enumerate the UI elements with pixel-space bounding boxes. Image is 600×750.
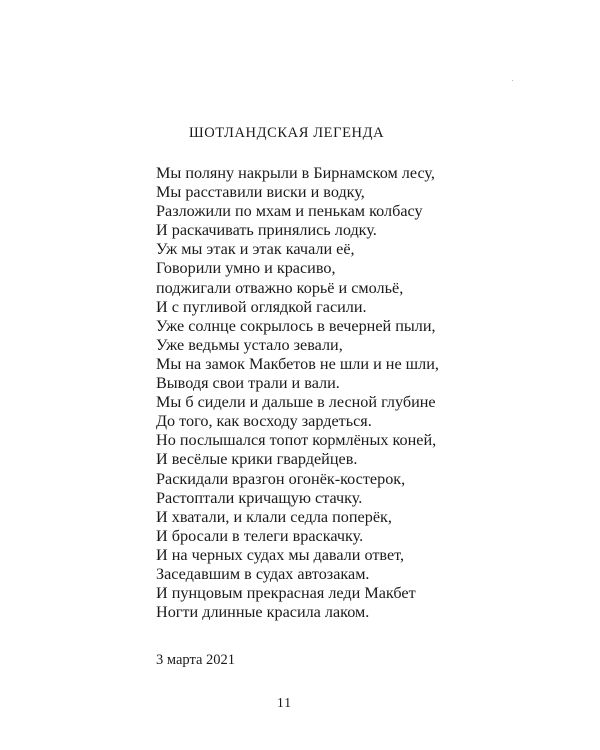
poem-line: Уж мы этак и этак качали её, [156,240,355,259]
page-number: 11 [277,695,292,710]
poem-body [156,164,439,622]
poem-title: ШОТЛАНДСКАЯ ЛЕГЕНДА [189,125,385,141]
poem-line: Мы на замок Макбетов не шли и не шли, [156,354,439,373]
poem-line: Но послышался топот кормлёных коней, [156,431,437,450]
poem-line: И бросали в телеги враскачку. [156,526,364,545]
poem-line: Мы б сидели и дальше в лесной глубине [156,393,436,412]
poem-line: Говорили умно и красиво, [156,259,336,278]
poem-line: поджигали отважно корьё и смольё, [156,278,404,297]
poem-line: Ногти длинные красила лаком. [156,603,370,622]
poem-line: Разложили по мхам и пенькам колбасу [156,202,423,221]
poem-line: Мы поляну накрыли в Бирнамском лесу, [156,164,435,182]
poem-line: И раскачивать принялись лодку. [156,221,377,240]
poem-line: И пунцовым прекрасная леди Макбет [156,584,416,603]
poem-line: И с пугливой оглядкой гасили. [156,297,367,316]
poem-line: И хватали, и клали седла поперёк, [156,507,392,526]
poem-line: До того, как восходу зардеться. [156,412,372,431]
poem-line: И весёлые крики гвардейцев. [156,450,358,469]
poem-line: Уже солнце сокрылось в вечерней пыли, [156,316,436,335]
paper-speck [512,80,513,81]
poem-line: Растоптали кричащую стачку. [156,488,363,507]
poem-line: Раскидали вразгон огонёк-костерок, [156,469,406,488]
poem-line: Уже ведьмы устало зевали, [156,335,343,354]
poem-line: И на черных судах мы давали ответ, [156,545,405,564]
poem-line: Выводя свои трали и вали. [156,374,340,393]
poem-line: Заседавшим в судах автозакам. [156,564,370,583]
poem-date: 3 марта 2021 [156,652,236,668]
poem-line: Мы расставили виски и водку, [156,183,365,202]
